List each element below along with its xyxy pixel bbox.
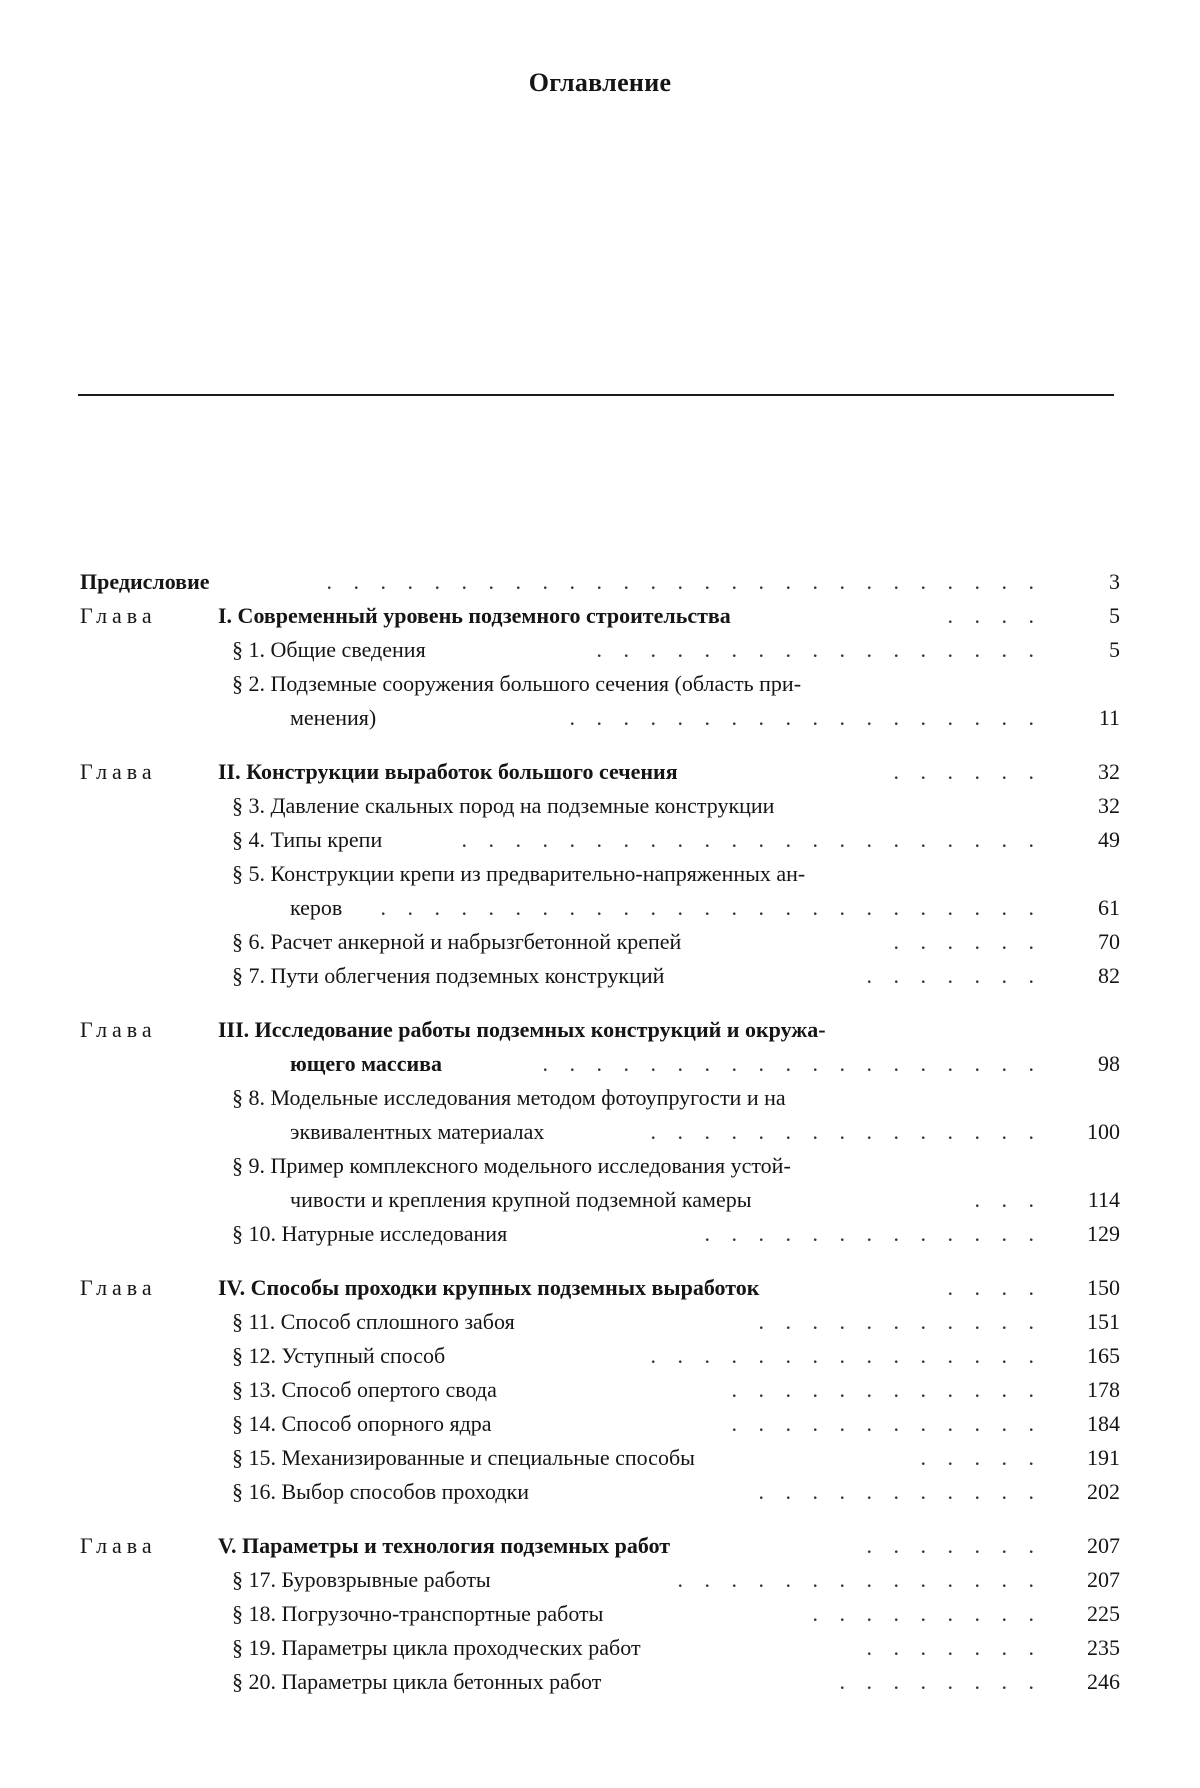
toc-entry-row — [0, 1115, 1200, 1149]
page-number: 3 — [1109, 569, 1120, 594]
toc-entry-row — [0, 1563, 1200, 1597]
toc-entry-row — [0, 925, 1200, 959]
toc-entry-row — [0, 959, 1200, 993]
page-number: 235 — [1087, 1635, 1120, 1660]
page-number: 5 — [1109, 637, 1120, 662]
leader-dots: . . . . . . . . . . . . . . . . . . — [569, 705, 1042, 730]
page-number: 207 — [1087, 1533, 1120, 1558]
leader-dots: . . . . . . . . . . . . . . . . . . . — [542, 1051, 1042, 1076]
leader-dots: . . . . . . . . . . . . . . . . . . . . . . — [461, 827, 1042, 852]
toc-entry-title: § 12. Уступный способ — [232, 1343, 446, 1368]
leader-dots: . . . . . . . . . . . — [758, 1479, 1042, 1504]
toc-chapter-row — [0, 1271, 1200, 1305]
page-number: 82 — [1098, 963, 1120, 988]
toc-entry-row — [0, 1305, 1200, 1339]
leader-dots: . . . . . . . . . . . . . — [704, 1221, 1042, 1246]
page-title: Оглавление — [528, 68, 672, 97]
toc-chapter-row — [0, 755, 1200, 789]
toc-entry-row — [0, 857, 1200, 891]
toc-entry-title: I. Современный уровень подземного строительства — [218, 603, 731, 628]
chapter-label: Глава — [80, 759, 157, 784]
toc-entry-title: эквивалентных материалах — [290, 1119, 545, 1144]
page-number: 61 — [1098, 895, 1120, 920]
leader-dots: . . . . . . . — [866, 963, 1042, 988]
page-number: 207 — [1087, 1567, 1120, 1592]
toc-entry-title: § 10. Натурные исследования — [232, 1221, 508, 1246]
toc-entry-title: III. Исследование работы подземных конструкций и окружа- — [218, 1017, 826, 1042]
page-number: 70 — [1098, 929, 1120, 954]
chapter-label: Глава — [80, 603, 157, 628]
leader-dots: . . . — [974, 1187, 1042, 1212]
leader-dots: . . . . . . . . . . . . . . . . . — [596, 637, 1042, 662]
toc-entry-title: § 16. Выбор способов проходки — [232, 1479, 529, 1504]
toc-entry-title: § 7. Пути облегчения подземных конструкций — [232, 963, 665, 988]
page-number: 246 — [1087, 1669, 1120, 1694]
toc-entry-title: IV. Способы проходки крупных подземных выработок — [218, 1275, 760, 1300]
toc-entry-title: § 14. Способ опорного ядра — [232, 1411, 492, 1436]
toc-entry-row — [0, 789, 1200, 823]
toc-entry-row — [0, 633, 1200, 667]
toc-entry-title: V. Параметры и технология подземных работ — [218, 1533, 671, 1558]
toc-entry-title: ющего массива — [290, 1051, 443, 1076]
toc-entry-row — [0, 1339, 1200, 1373]
toc-entry-title: § 18. Погрузочно-транспортные работы — [232, 1601, 604, 1626]
toc-entry-row — [0, 667, 1200, 701]
toc-entry-title: § 20. Параметры цикла бетонных работ — [232, 1669, 602, 1694]
leader-dots: . . . . . . . . . . . . . . . . . . . . . . . . . — [380, 895, 1042, 920]
toc-entry-title: § 6. Расчет анкерной и набрызгбетонной крепей — [232, 929, 682, 954]
toc-entry-title: § 5. Конструкции крепи из предварительно-напряженных ан- — [232, 861, 806, 886]
toc-entry-title: Предисловие — [80, 569, 210, 594]
page-number: 178 — [1087, 1377, 1120, 1402]
toc-entry-row — [0, 1217, 1200, 1251]
page-number: 191 — [1087, 1445, 1120, 1470]
toc-entry-title: § 11. Способ сплошного забоя — [232, 1309, 515, 1334]
toc-entry-row — [0, 1665, 1200, 1699]
toc-entry-title: § 17. Буровзрывные работы — [232, 1567, 491, 1592]
toc-entry-title: § 3. Давление скальных пород на подземные конструкции — [232, 793, 775, 818]
toc-entry-title: § 19. Параметры цикла проходческих работ — [232, 1635, 641, 1660]
toc-entry-title: II. Конструкции выработок большого сечения — [218, 759, 678, 784]
toc-entry-row — [0, 1441, 1200, 1475]
page-number: 5 — [1109, 603, 1120, 628]
leader-dots: . . . . . . . . . — [812, 1601, 1042, 1626]
toc-entry-row — [0, 891, 1200, 925]
toc-entry-title: керов — [290, 895, 343, 920]
page-number: 32 — [1098, 793, 1120, 818]
toc-entry-title: § 9. Пример комплексного модельного исследования устой- — [232, 1153, 791, 1178]
page-number: 225 — [1087, 1601, 1120, 1626]
toc-chapter-row — [0, 1013, 1200, 1047]
leader-dots: . . . . — [947, 603, 1042, 628]
page-number: 49 — [1098, 827, 1120, 852]
toc-entry-title: менения) — [290, 705, 377, 730]
leader-dots: . . . . . . . . . . . . . . — [677, 1567, 1042, 1592]
page-number: 129 — [1087, 1221, 1120, 1246]
leader-dots: . . . . . . . — [866, 1533, 1042, 1558]
toc-entry-row — [0, 1597, 1200, 1631]
page-number: 150 — [1087, 1275, 1120, 1300]
leader-dots: . . . . . . . . . . . . — [731, 1411, 1042, 1436]
leader-dots: . . . . . . . . . . . — [758, 1309, 1042, 1334]
page-number: 202 — [1087, 1479, 1120, 1504]
leader-dots: . . . . . . — [893, 929, 1042, 954]
leader-dots: . . . . . . . . . . . . — [731, 1377, 1042, 1402]
toc-entry-row — [0, 701, 1200, 735]
toc-entry-row — [0, 1047, 1200, 1081]
toc-entry-title: чивости и крепления крупной подземной камеры — [290, 1187, 752, 1212]
toc-entry-row — [0, 1631, 1200, 1665]
leader-dots: . . . . . . — [893, 759, 1042, 784]
leader-dots: . . . . . . . . — [839, 1669, 1042, 1694]
page-number: 165 — [1087, 1343, 1120, 1368]
page-number: 98 — [1098, 1051, 1120, 1076]
toc-entry-title: § 4. Типы крепи — [232, 827, 383, 852]
toc-preface-row — [0, 565, 1200, 599]
page-number: 151 — [1087, 1309, 1120, 1334]
page-number: 32 — [1098, 759, 1120, 784]
toc-chapter-row — [0, 599, 1200, 633]
toc-entry-row — [0, 1081, 1200, 1115]
leader-dots: . . . . . — [920, 1445, 1042, 1470]
chapter-label: Глава — [80, 1533, 157, 1558]
leader-dots: . . . . . . . . . . . . . . . — [650, 1119, 1042, 1144]
toc-entry-row — [0, 1183, 1200, 1217]
toc-entry-row — [0, 1373, 1200, 1407]
page-number: 114 — [1087, 1187, 1120, 1212]
toc-entry-row — [0, 823, 1200, 857]
toc-entry-title: § 8. Модельные исследования методом фотоупругости и на — [232, 1085, 786, 1110]
leader-dots: . . . . . . . . . . . . . . . — [650, 1343, 1042, 1368]
toc-entry-title: § 13. Способ опертого свода — [232, 1377, 497, 1402]
chapter-label: Глава — [80, 1017, 157, 1042]
toc-entry-title: § 1. Общие сведения — [232, 637, 426, 662]
leader-dots: . . . . — [947, 1275, 1042, 1300]
toc-entry-row — [0, 1149, 1200, 1183]
toc-chapter-row — [0, 1529, 1200, 1563]
page-number: 184 — [1087, 1411, 1120, 1436]
toc-entry-title: § 2. Подземные сооружения большого сечения (область при- — [232, 671, 802, 696]
leader-dots: . . . . . . . — [866, 1635, 1042, 1660]
leader-dots: . . . . . . . . . . . . . . . . . . . . . . . . . . . — [326, 569, 1042, 594]
page-number: 11 — [1098, 705, 1120, 730]
chapter-label: Глава — [80, 1275, 157, 1300]
toc-entry-row — [0, 1475, 1200, 1509]
toc-entry-row — [0, 1407, 1200, 1441]
page-number: 100 — [1087, 1119, 1120, 1144]
toc-entry-title: § 15. Механизированные и специальные способы — [232, 1445, 695, 1470]
